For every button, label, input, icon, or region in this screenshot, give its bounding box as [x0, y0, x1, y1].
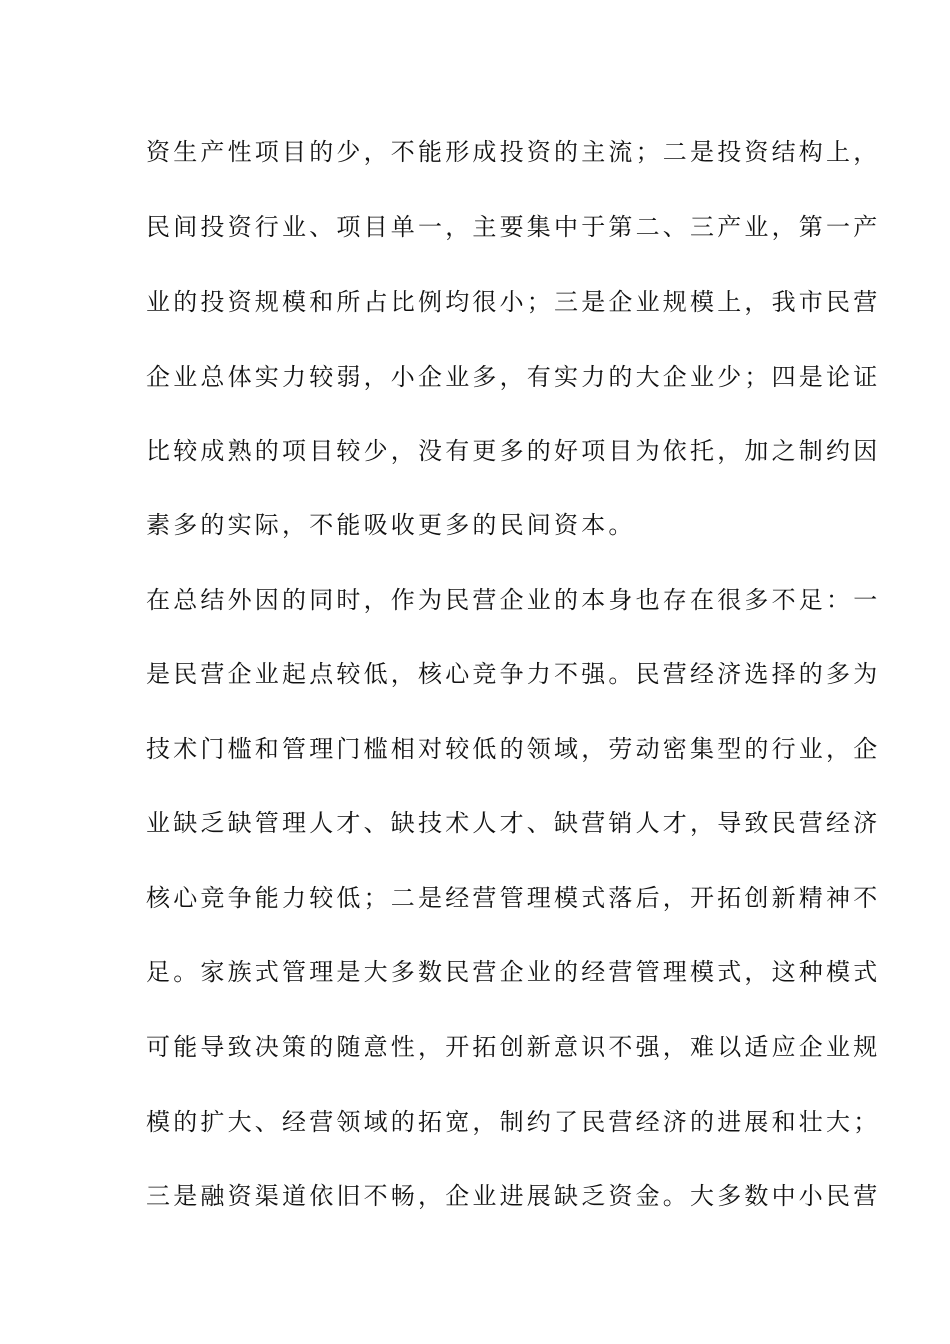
- text-line: 核心竞争能力较低；二是经营管理模式落后，开拓创新精神不: [146, 884, 881, 912]
- text-line: 素多的实际，不能吸收更多的民间资本。: [146, 511, 636, 539]
- text-line: 模的扩大、经营领域的拓宽，制约了民营经济的进展和壮大；: [146, 1108, 881, 1136]
- text-line: 民间投资行业、项目单一，主要集中于第二、三产业，第一产: [146, 213, 881, 241]
- text-line: 技术门槛和管理门槛相对较低的领域，劳动密集型的行业，企: [146, 735, 881, 763]
- text-line: 足。家族式管理是大多数民营企业的经营管理模式，这种模式: [146, 958, 881, 986]
- text-line: 三是融资渠道依旧不畅，企业进展缺乏资金。大多数中小民营: [146, 1182, 881, 1210]
- text-line: 业缺乏缺管理人才、缺技术人才、缺营销人才，导致民营经济: [146, 809, 881, 837]
- text-line: 企业总体实力较弱，小企业多，有实力的大企业少；四是论证: [146, 363, 881, 391]
- text-line: 资生产性项目的少，不能形成投资的主流；二是投资结构上，: [146, 138, 881, 166]
- text-line: 在总结外因的同时，作为民营企业的本身也存在很多不足：一: [146, 586, 881, 614]
- text-line: 是民营企业起点较低，核心竞争力不强。民营经济选择的多为: [146, 660, 881, 688]
- text-line: 可能导致决策的随意性，开拓创新意识不强，难以适应企业规: [146, 1033, 881, 1061]
- text-line: 业的投资规模和所占比例均很小；三是企业规模上，我市民营: [146, 288, 881, 316]
- text-line: 比较成熟的项目较少，没有更多的好项目为依托，加之制约因: [146, 437, 881, 465]
